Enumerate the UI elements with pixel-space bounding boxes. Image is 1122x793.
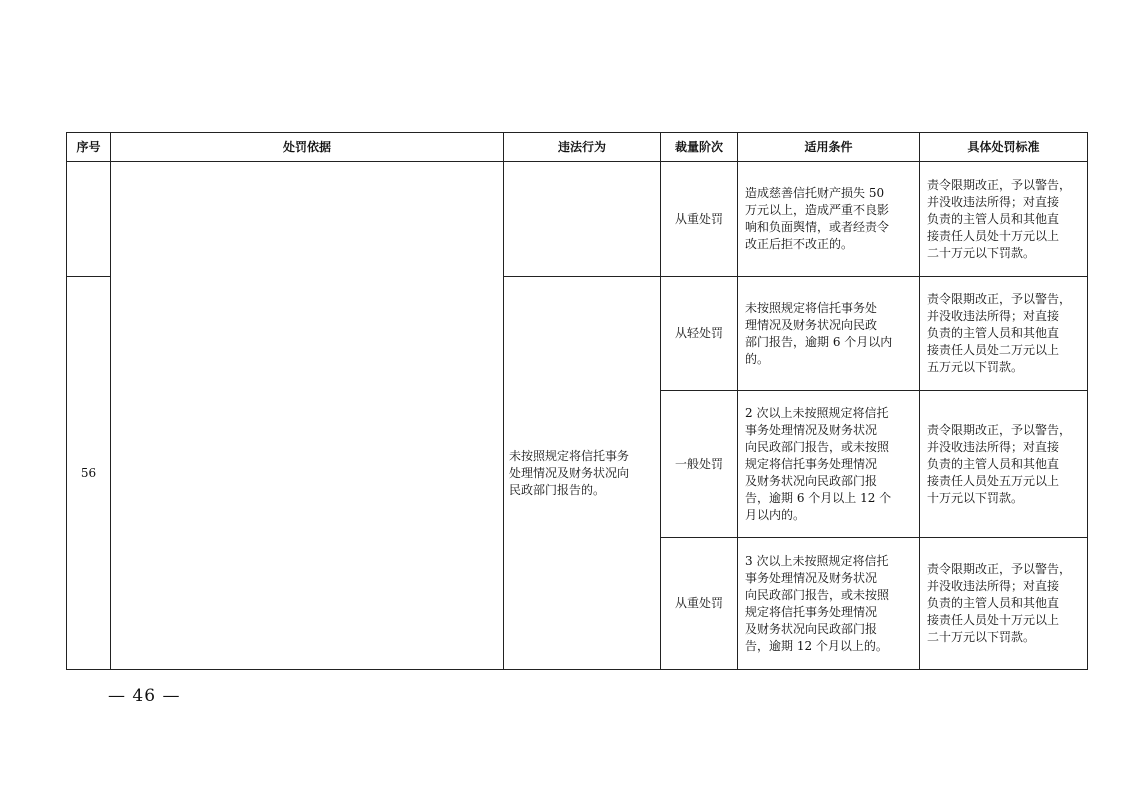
level-cell (661, 391, 738, 538)
behavior-cell (504, 277, 661, 670)
condition-cell (738, 538, 920, 670)
penalty-standards-table (66, 132, 1088, 670)
header-condition: 适用条件 (738, 133, 920, 162)
condition-cell (738, 277, 920, 391)
header-basis: 处罚依据 (111, 133, 504, 162)
level-text: 从重处罚 (674, 596, 723, 610)
basis-cell (111, 162, 504, 670)
standard-cell (920, 277, 1088, 391)
header-level: 裁量阶次 (661, 133, 738, 162)
standard-text: 责令限期改正，予以警告， 并没收违法所得；对直接 负责的主管人员和其他直 接责任人员处十万元以上 二十万元以下罚款。 (927, 177, 1072, 260)
level-text: 一般处罚 (674, 456, 723, 471)
standard-text: 责令限期改正，予以警告， 并没收违法所得；对直接 负责的主管人员和其他直 接责任人员处十万元以上 二十万元以下罚款。 (927, 562, 1072, 644)
condition-text: 3 次以上未按照规定将信托 事务处理情况及财务状况 向民政部门报告，或未按照 规定将信托事务处理情况 及财务状况向民政部门报 告，逾期 12 个月以上的。 (745, 553, 890, 653)
condition-cell (738, 162, 920, 277)
condition-text: 造成慈善信托财产损失 50 万元以上，造成严重不良影 响和负面舆情，或者经责令 改正后拒不改正的。 (745, 186, 890, 251)
level-cell (661, 277, 738, 391)
condition-text: 2 次以上未按照规定将信托 事务处理情况及财务状况 向民政部门报告，或未按照 规定将信托事务处理情况 及财务状况向民政部门报 告，逾期 6 个月以上 12 个 月以内的。 (745, 405, 892, 522)
table-row (67, 162, 1088, 277)
level-cell (661, 162, 738, 277)
page-number: — 46 — (108, 686, 181, 706)
condition-text: 未按照规定将信托事务处 理情况及财务状况向民政 部门报告，逾期 6 个月以内 的。 (745, 300, 893, 366)
condition-cell (738, 391, 920, 538)
level-cell (661, 538, 738, 670)
index-cell-empty (67, 162, 111, 277)
standard-cell (920, 538, 1088, 670)
behavior-text: 未按照规定将信托事务 处理情况及财务状况向 民政部门报告的。 (509, 448, 630, 497)
header-standard: 具体处罚标准 (920, 133, 1088, 162)
standard-cell (920, 391, 1088, 538)
index-text: 56 (80, 465, 97, 480)
header-behavior: 违法行为 (504, 133, 661, 162)
standard-text: 责令限期改正，予以警告， 并没收违法所得；对直接 负责的主管人员和其他直 接责任人员处五万元以上 十万元以下罚款。 (927, 422, 1072, 505)
standard-text: 责令限期改正，予以警告， 并没收违法所得；对直接 负责的主管人员和其他直 接责任人员处二万元以上 五万元以下罚款。 (927, 292, 1072, 374)
level-text: 从重处罚 (674, 211, 723, 226)
standard-cell (920, 162, 1088, 277)
behavior-cell-empty (504, 162, 661, 277)
table-header-row (67, 133, 1088, 162)
level-text: 从轻处罚 (674, 326, 723, 340)
index-cell (67, 277, 111, 670)
header-index: 序号 (67, 133, 111, 162)
